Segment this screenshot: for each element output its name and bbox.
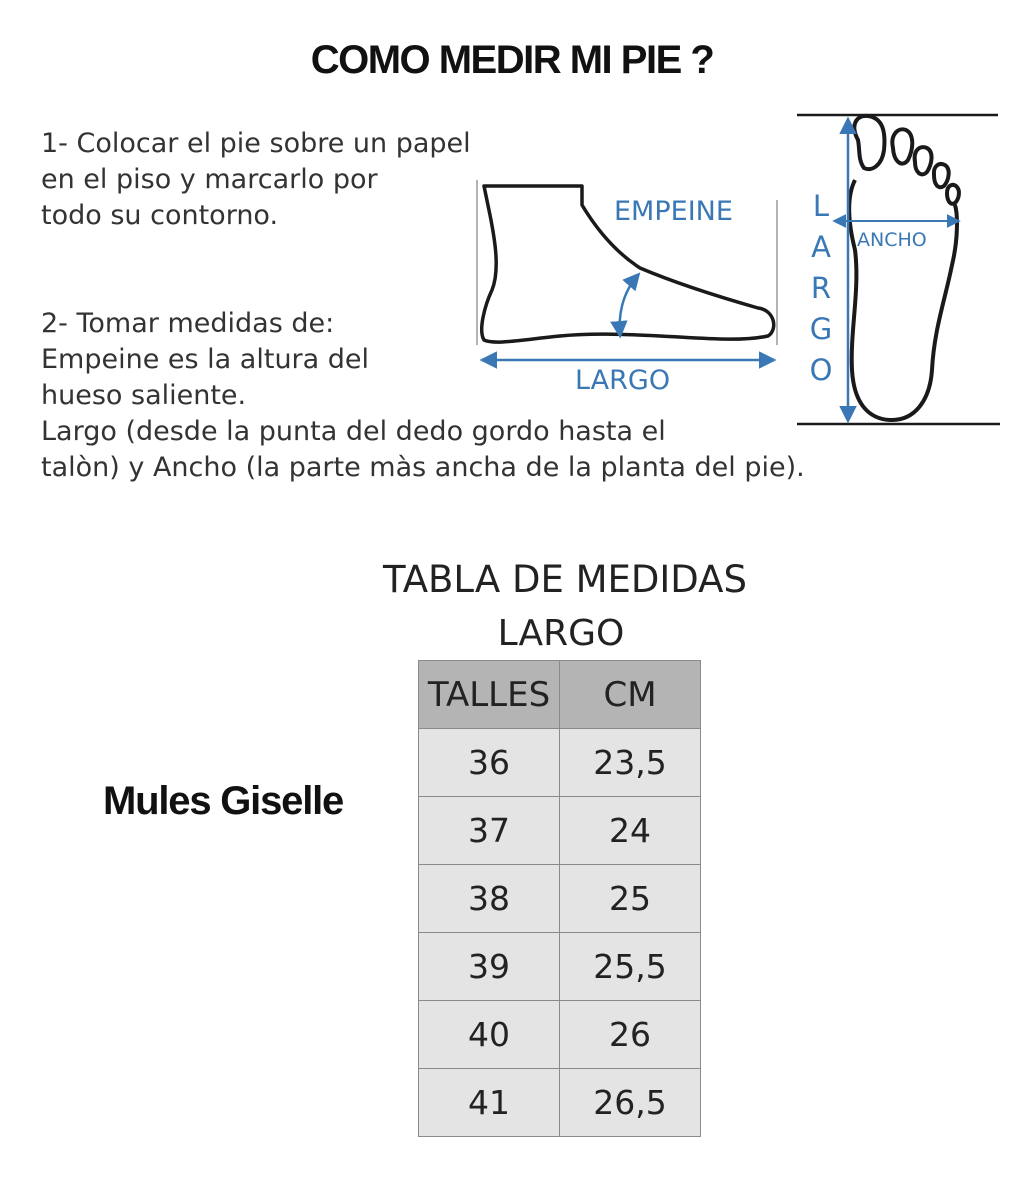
cm-cell: 26 <box>560 1001 701 1069</box>
largo-letter: O <box>809 353 833 387</box>
table-row <box>419 933 701 1001</box>
size-cell: 38 <box>419 865 560 933</box>
instruction-line: talòn) y Ancho (la parte màs ancha de la planta del pie). <box>41 452 805 483</box>
size-cell: 36 <box>419 729 560 797</box>
size-table <box>418 660 701 1137</box>
header-talles: TALLES <box>419 661 560 729</box>
instruction-line: 1- Colocar el pie sobre un papel <box>41 128 471 159</box>
empeine-label: EMPEINE <box>614 196 733 227</box>
table-header-row <box>419 661 701 729</box>
page-title: COMO MEDIR MI PIE ? <box>310 38 714 82</box>
largo-letter: G <box>809 312 833 346</box>
cm-cell: 25,5 <box>560 933 701 1001</box>
largo-letter: A <box>811 230 831 264</box>
instruction-line: hueso saliente. <box>41 380 247 411</box>
table-row <box>419 1069 701 1137</box>
size-cell: 37 <box>419 797 560 865</box>
product-name: Mules Giselle <box>103 779 344 823</box>
side-largo-label: LARGO <box>575 365 671 396</box>
instruction-line: todo su contorno. <box>41 200 279 231</box>
cm-cell: 25 <box>560 865 701 933</box>
cm-cell: 24 <box>560 797 701 865</box>
top-foot-outline <box>849 116 959 420</box>
largo-letter: R <box>810 271 832 305</box>
size-cell: 41 <box>419 1069 560 1137</box>
foot-measurement-diagram <box>0 0 1024 440</box>
instruction-line: en el piso y marcarlo por <box>41 164 378 195</box>
table-row <box>419 1001 701 1069</box>
table-row <box>419 729 701 797</box>
instruction-line: Largo (desde la punta del dedo gordo hasta el <box>41 416 666 447</box>
ancho-label: ANCHO <box>857 229 927 251</box>
empeine-arrow <box>620 275 638 335</box>
instruction-line: Empeine es la altura del <box>41 344 370 375</box>
cm-cell: 23,5 <box>560 729 701 797</box>
table-row <box>419 865 701 933</box>
instruction-line: 2- Tomar medidas de: <box>41 308 335 339</box>
size-cell: 40 <box>419 1001 560 1069</box>
table-subtitle: LARGO <box>497 613 625 654</box>
largo-letter: L <box>812 189 830 223</box>
cm-cell: 26,5 <box>560 1069 701 1137</box>
table-title: TABLA DE MEDIDAS <box>383 558 747 601</box>
table-row <box>419 797 701 865</box>
header-cm: CM <box>560 661 701 729</box>
size-cell: 39 <box>419 933 560 1001</box>
vertical-largo-label <box>806 186 836 391</box>
